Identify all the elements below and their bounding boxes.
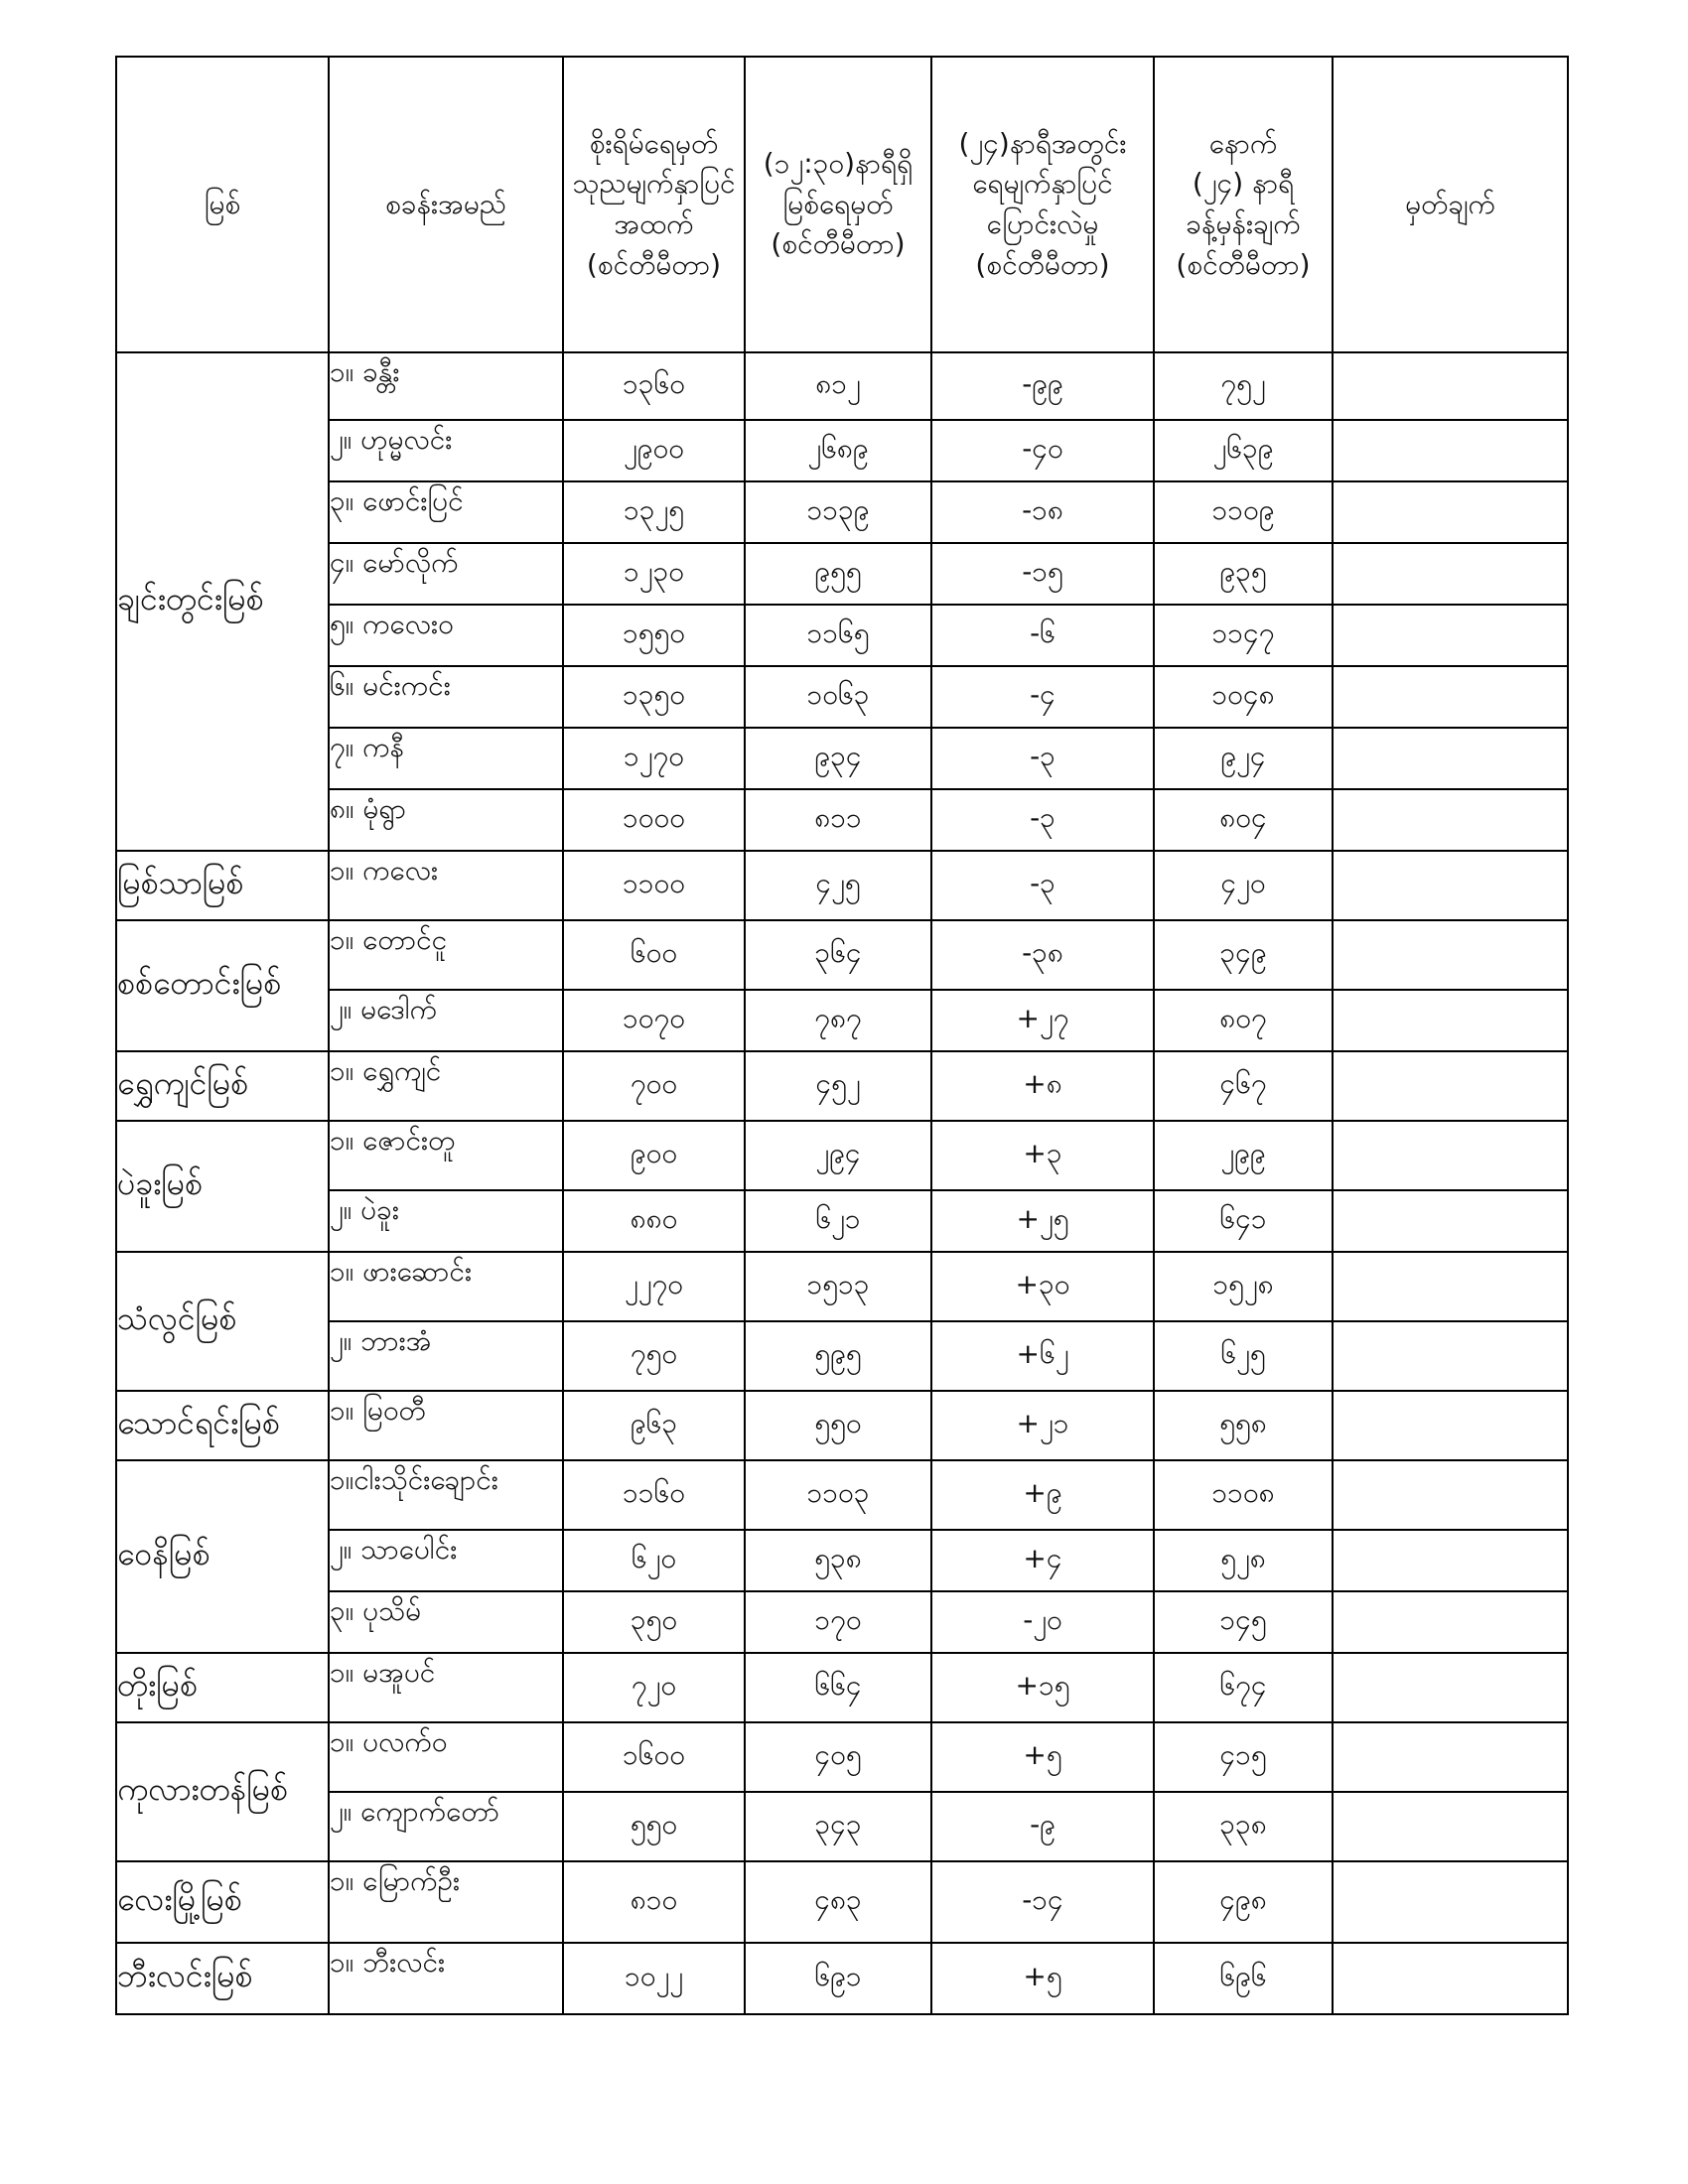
river-name: မြစ်သာမြစ် xyxy=(116,851,329,920)
remark-cell xyxy=(1333,1792,1568,1861)
table-row xyxy=(116,420,1568,481)
forecast-level: ၂၆၃၉ xyxy=(1154,420,1333,481)
station-name: ၃။ ဖောင်းပြင် xyxy=(329,481,563,543)
river-name: တိုးမြစ် xyxy=(116,1653,329,1722)
station-name: ၈။ မုံရွာ xyxy=(329,789,563,851)
current-level: ၂၆၈၉ xyxy=(745,420,931,481)
river-name: ဝေနိမြစ် xyxy=(116,1460,329,1653)
level-change: -၂၀ xyxy=(931,1591,1154,1653)
station-name: ၁။ ရွှေကျင် xyxy=(329,1051,563,1121)
danger-level: ၁၂၃၀ xyxy=(563,543,745,605)
table-row xyxy=(116,481,1568,543)
level-change: -၉၉ xyxy=(931,352,1154,420)
remark-cell xyxy=(1333,1653,1568,1722)
level-change: -၃၈ xyxy=(931,920,1154,990)
danger-level: ၈၈၀ xyxy=(563,1190,745,1252)
station-name: ၁။ တောင်ငူ xyxy=(329,920,563,990)
remark-cell xyxy=(1333,1051,1568,1121)
forecast-level: ၉၂၄ xyxy=(1154,728,1333,789)
station-name: ၁။ မြဝတီ xyxy=(329,1391,563,1460)
forecast-level: ၄၆၇ xyxy=(1154,1051,1333,1121)
forecast-level: ၁၁၀၉ xyxy=(1154,481,1333,543)
forecast-level: ၄၂၀ xyxy=(1154,851,1333,920)
table-row xyxy=(116,605,1568,666)
level-change: -၁၅ xyxy=(931,543,1154,605)
station-name: ၃။ ပုသိမ် xyxy=(329,1591,563,1653)
forecast-level: ၁၀၄၈ xyxy=(1154,666,1333,728)
danger-level: ၆၂၀ xyxy=(563,1530,745,1591)
level-change: +၉ xyxy=(931,1460,1154,1530)
header-change-24h: (၂၄)နာရီအတွင်း ရေမျက်နှာပြင် ပြောင်းလဲမှု (စင်တီမီတာ) xyxy=(931,57,1154,352)
table-row xyxy=(116,1321,1568,1391)
level-change: -၄၀ xyxy=(931,420,1154,481)
level-change: -၃ xyxy=(931,789,1154,851)
level-change: -၉ xyxy=(931,1792,1154,1861)
level-change: +၂၇ xyxy=(931,990,1154,1051)
table-row xyxy=(116,728,1568,789)
station-name: ၂။ သာပေါင်း xyxy=(329,1530,563,1591)
table-row xyxy=(116,543,1568,605)
remark-cell xyxy=(1333,990,1568,1051)
river-name: ပဲခူးမြစ် xyxy=(116,1121,329,1252)
river-name: ရွှေကျင်မြစ် xyxy=(116,1051,329,1121)
header-remark: မှတ်ချက် xyxy=(1333,57,1568,352)
station-name: ၂။ မဒေါက် xyxy=(329,990,563,1051)
table-row xyxy=(116,1190,1568,1252)
remark-cell xyxy=(1333,1252,1568,1321)
danger-level: ၁၅၅၀ xyxy=(563,605,745,666)
river-name: ချင်းတွင်းမြစ် xyxy=(116,352,329,851)
danger-level: ၁၃၅၀ xyxy=(563,666,745,728)
forecast-level: ၈၀၄ xyxy=(1154,789,1333,851)
remark-cell xyxy=(1333,1943,1568,2014)
table-row xyxy=(116,1530,1568,1591)
level-change: +၂၅ xyxy=(931,1190,1154,1252)
current-level: ၄၈၃ xyxy=(745,1861,931,1943)
table-row xyxy=(116,1121,1568,1190)
station-name: ၁။ ခန္တီး xyxy=(329,352,563,420)
level-change: -၆ xyxy=(931,605,1154,666)
current-level: ၂၉၄ xyxy=(745,1121,931,1190)
current-level: ၅၃၈ xyxy=(745,1530,931,1591)
table-row xyxy=(116,352,1568,420)
level-change: +၆၂ xyxy=(931,1321,1154,1391)
station-name: ၂။ ဘားအံ xyxy=(329,1321,563,1391)
level-change: +၂၁ xyxy=(931,1391,1154,1460)
table-row xyxy=(116,666,1568,728)
table-row xyxy=(116,1391,1568,1460)
danger-level: ၉၀၀ xyxy=(563,1121,745,1190)
danger-level: ၁၀၇၀ xyxy=(563,990,745,1051)
forecast-level: ၂၉၉ xyxy=(1154,1121,1333,1190)
table-row xyxy=(116,1591,1568,1653)
remark-cell xyxy=(1333,1391,1568,1460)
table-body xyxy=(116,352,1568,2014)
forecast-level: ၁၁၄၇ xyxy=(1154,605,1333,666)
forecast-level: ၆၂၅ xyxy=(1154,1321,1333,1391)
header-current-level: (၁၂:၃၀)နာရီရှိ မြစ်ရေမှတ် (စင်တီမီတာ) xyxy=(745,57,931,352)
table-row xyxy=(116,1460,1568,1530)
header-danger-level: စိုးရိမ်ရေမှတ် သုညမျက်နှာပြင် အထက် (စင်တီမီတာ) xyxy=(563,57,745,352)
level-change: +၅ xyxy=(931,1722,1154,1792)
station-name: ၁။ မြောက်ဦး xyxy=(329,1861,563,1943)
table-row xyxy=(116,1792,1568,1861)
river-name: စစ်တောင်းမြစ် xyxy=(116,920,329,1051)
remark-cell xyxy=(1333,481,1568,543)
station-name: ၆။ မင်းကင်း xyxy=(329,666,563,728)
header-forecast-24h: နောက် (၂၄) နာရီ ခန့်မှန်းချက် (စင်တီမီတာ) xyxy=(1154,57,1333,352)
table-row xyxy=(116,851,1568,920)
forecast-level: ၆၉၆ xyxy=(1154,1943,1333,2014)
forecast-level: ၆၇၄ xyxy=(1154,1653,1333,1722)
danger-level: ၂၂၇၀ xyxy=(563,1252,745,1321)
remark-cell xyxy=(1333,789,1568,851)
danger-level: ၂၉၀၀ xyxy=(563,420,745,481)
level-change: +၅ xyxy=(931,1943,1154,2014)
station-name: ၄။ မော်လိုက် xyxy=(329,543,563,605)
danger-level: ၃၅၀ xyxy=(563,1591,745,1653)
forecast-level: ၉၃၅ xyxy=(1154,543,1333,605)
danger-level: ၁၂၇၀ xyxy=(563,728,745,789)
current-level: ၁၁၃၉ xyxy=(745,481,931,543)
table-row xyxy=(116,1943,1568,2014)
forecast-level: ၃၃၈ xyxy=(1154,1792,1333,1861)
table-row xyxy=(116,990,1568,1051)
river-name: လေးမြို့မြစ် xyxy=(116,1861,329,1943)
danger-level: ၉၆၃ xyxy=(563,1391,745,1460)
table-row xyxy=(116,1051,1568,1121)
remark-cell xyxy=(1333,1460,1568,1530)
current-level: ၄၅၂ xyxy=(745,1051,931,1121)
forecast-level: ၁၅၂၈ xyxy=(1154,1252,1333,1321)
remark-cell xyxy=(1333,543,1568,605)
danger-level: ၇၅၀ xyxy=(563,1321,745,1391)
danger-level: ၁၆၀၀ xyxy=(563,1722,745,1792)
danger-level: ၆၀၀ xyxy=(563,920,745,990)
station-name: ၁။ ကလေး xyxy=(329,851,563,920)
table-row xyxy=(116,789,1568,851)
forecast-level: ၇၅၂ xyxy=(1154,352,1333,420)
remark-cell xyxy=(1333,851,1568,920)
danger-level: ၁၁၀၀ xyxy=(563,851,745,920)
danger-level: ၁၀၂၂ xyxy=(563,1943,745,2014)
river-name: သံလွင်မြစ် xyxy=(116,1252,329,1391)
current-level: ၈၁၂ xyxy=(745,352,931,420)
table-row xyxy=(116,1861,1568,1943)
remark-cell xyxy=(1333,1861,1568,1943)
remark-cell xyxy=(1333,1190,1568,1252)
current-level: ၁၀၆၃ xyxy=(745,666,931,728)
station-name: ၁။ ဇောင်းတူ xyxy=(329,1121,563,1190)
station-name: ၁။ ဖားဆောင်း xyxy=(329,1252,563,1321)
river-name: ကုလားတန်မြစ် xyxy=(116,1722,329,1861)
current-level: ၁၁၀၃ xyxy=(745,1460,931,1530)
current-level: ၉၃၄ xyxy=(745,728,931,789)
remark-cell xyxy=(1333,605,1568,666)
header-row xyxy=(116,57,1568,352)
forecast-level: ၃၄၉ xyxy=(1154,920,1333,990)
table-row xyxy=(116,1722,1568,1792)
current-level: ၁၅၁၃ xyxy=(745,1252,931,1321)
station-name: ၁။ မအူပင် xyxy=(329,1653,563,1722)
level-change: +၃၀ xyxy=(931,1252,1154,1321)
current-level: ၃၆၄ xyxy=(745,920,931,990)
river-name: သောင်ရင်းမြစ် xyxy=(116,1391,329,1460)
danger-level: ၈၁၀ xyxy=(563,1861,745,1943)
forecast-level: ၄၉၈ xyxy=(1154,1861,1333,1943)
danger-level: ၁၀၀၀ xyxy=(563,789,745,851)
table-row xyxy=(116,920,1568,990)
table-row xyxy=(116,1252,1568,1321)
remark-cell xyxy=(1333,1321,1568,1391)
current-level: ၈၁၁ xyxy=(745,789,931,851)
forecast-level: ၁၄၅ xyxy=(1154,1591,1333,1653)
forecast-level: ၈၀၇ xyxy=(1154,990,1333,1051)
level-change: -၃ xyxy=(931,728,1154,789)
current-level: ၇၈၇ xyxy=(745,990,931,1051)
station-name: ၂။ ဟုမ္မလင်း xyxy=(329,420,563,481)
current-level: ၃၄၃ xyxy=(745,1792,931,1861)
header-station: စခန်းအမည် xyxy=(329,57,563,352)
forecast-level: ၄၁၅ xyxy=(1154,1722,1333,1792)
current-level: ၅၅၀ xyxy=(745,1391,931,1460)
level-change: -၁၄ xyxy=(931,1861,1154,1943)
station-name: ၇။ ကနီ xyxy=(329,728,563,789)
level-change: +၈ xyxy=(931,1051,1154,1121)
danger-level: ၇၂၀ xyxy=(563,1653,745,1722)
current-level: ၄၀၅ xyxy=(745,1722,931,1792)
current-level: ၆၂၁ xyxy=(745,1190,931,1252)
current-level: ၄၂၅ xyxy=(745,851,931,920)
remark-cell xyxy=(1333,666,1568,728)
station-name: ၁။ ပလက်ဝ xyxy=(329,1722,563,1792)
danger-level: ၅၅၀ xyxy=(563,1792,745,1861)
forecast-level: ၅၅၈ xyxy=(1154,1391,1333,1460)
danger-level: ၁၃၂၅ xyxy=(563,481,745,543)
forecast-level: ၆၄၁ xyxy=(1154,1190,1333,1252)
remark-cell xyxy=(1333,420,1568,481)
danger-level: ၁၁၆၀ xyxy=(563,1460,745,1530)
level-change: -၄ xyxy=(931,666,1154,728)
current-level: ၆၉၁ xyxy=(745,1943,931,2014)
level-change: +၃ xyxy=(931,1121,1154,1190)
remark-cell xyxy=(1333,352,1568,420)
remark-cell xyxy=(1333,920,1568,990)
header-river: မြစ် xyxy=(116,57,329,352)
current-level: ၁၇၀ xyxy=(745,1591,931,1653)
current-level: ၁၁၆၅ xyxy=(745,605,931,666)
remark-cell xyxy=(1333,1121,1568,1190)
danger-level: ၇၀၀ xyxy=(563,1051,745,1121)
remark-cell xyxy=(1333,1591,1568,1653)
station-name: ၂။ ပဲခူး xyxy=(329,1190,563,1252)
current-level: ၅၉၅ xyxy=(745,1321,931,1391)
remark-cell xyxy=(1333,1530,1568,1591)
river-level-table xyxy=(115,56,1569,2015)
forecast-level: ၅၂၈ xyxy=(1154,1530,1333,1591)
remark-cell xyxy=(1333,1722,1568,1792)
remark-cell xyxy=(1333,728,1568,789)
forecast-level: ၁၁၀၈ xyxy=(1154,1460,1333,1530)
river-name: ဘီးလင်းမြစ် xyxy=(116,1943,329,2014)
current-level: ၉၅၅ xyxy=(745,543,931,605)
table-row xyxy=(116,1653,1568,1722)
level-change: -၃ xyxy=(931,851,1154,920)
level-change: +၄ xyxy=(931,1530,1154,1591)
current-level: ၆၆၄ xyxy=(745,1653,931,1722)
level-change: -၁၈ xyxy=(931,481,1154,543)
danger-level: ၁၃၆၀ xyxy=(563,352,745,420)
station-name: ၁။ ဘီးလင်း xyxy=(329,1943,563,2014)
station-name: ၂။ ကျောက်တော် xyxy=(329,1792,563,1861)
station-name: ၁။ငါးသိုင်းချောင်း xyxy=(329,1460,563,1530)
level-change: +၁၅ xyxy=(931,1653,1154,1722)
station-name: ၅။ ကလေးဝ xyxy=(329,605,563,666)
